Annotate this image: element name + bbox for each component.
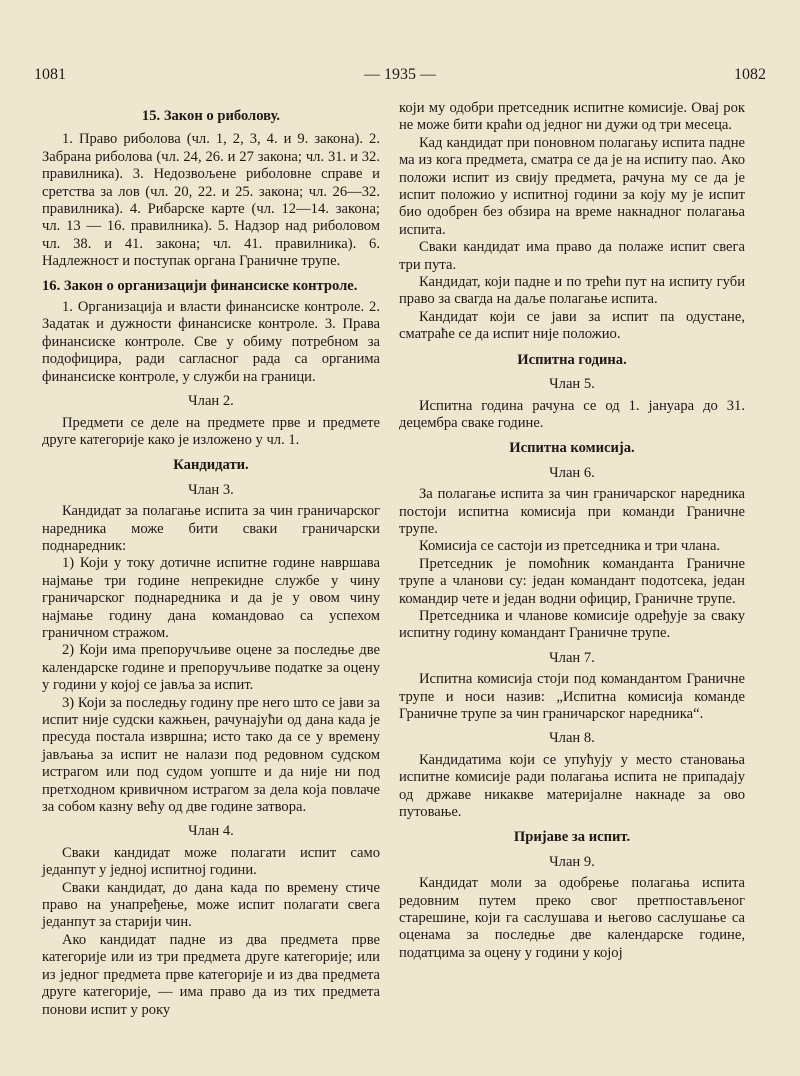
article-4-heading: Члан 4.: [188, 823, 234, 840]
article-8-text: Кандидатима који се упућују у место становања испитне комисије ради полагања испита не припадају од државе никакве материјалне накнаде за ово путовање.: [399, 751, 745, 821]
paragraph-16: 1. Организација и власти финансиске контроле. 2. Задатак и дужности финансиске контроле. 3. Права финансиске контроле. Све у обиму потребном за подофицира, ради сагласног рада са органима финансиске контроле, у служби на граници.: [42, 299, 380, 385]
article-3-heading: Члан 3.: [188, 481, 234, 498]
article-4-text-2: Сваки кандидат, до дана када по времену стиче право на унапређење, може испит полагати свега једанпут за старији чин.: [42, 879, 380, 931]
right-column: [399, 100, 745, 962]
article-3-item-1: 1) Који у току дотичне испитне године навршава најмање три године непрекидне службе у чину граничарског поднаредника и да је у овом чину најмање годину дана командовао са успехом граничном стражом.: [42, 555, 380, 641]
article-9-heading: Члан 9.: [549, 853, 595, 870]
paragraph-three-times: Сваки кандидат има право да полаже испит свега три пута.: [399, 239, 745, 273]
article-2-text: Предмети се деле на предмете прве и предмете друге категорије како је изложено у чл. 1.: [42, 414, 380, 448]
paragraph-retake: Кад кандидат при поновном полагању испита падне ма из кога предмета, сматра се да је на испиту пао. Ако положи испит из свију предмета, рачуна му се да је испит положио у испитној години за коју му је испит био одобрен без обзира на време накнадног полагања испита.: [399, 134, 745, 238]
page-number-left: 1081: [34, 66, 66, 83]
paragraph-withdraw: Кандидат који се јави за испит па одустане, сматраће се да испит није положио.: [399, 308, 745, 343]
article-6-heading: Члан 6.: [549, 464, 595, 481]
article-5-heading: Члан 5.: [549, 376, 595, 393]
article-7-text: Испитна комисија стоји под командантом Граничне трупе и носи назив: „Испитна комисија команде Граничне трупе за чин граничарског наредника“.: [399, 671, 745, 722]
left-column: [42, 100, 380, 1019]
article-4-text-3: Ако кандидат падне из два предмета прве категорије или из три предмета друге категорије; или из једног предмета прве категорије и из два предмета друге категорије, — има право да из тих предмета понови испит у року: [42, 931, 380, 1018]
article-6-text-1: За полагање испита за чин граничарског наредника постоји испитна комисија при команди Граничне трупе.: [399, 486, 745, 537]
article-3-item-3: 3) Који за последњу годину пре него што се јави за испит није судски кажњен, рачунајући од дана када је пресуда постала извршна; исто тако да се у времену јављања за испит не налази под редовном судском истрагом или под судом уопште и да није ни под претходном кривичном истрагом за дела која повлаче за собом казну већу од две године затвора.: [42, 694, 380, 816]
article-8-heading: Члан 8.: [549, 730, 595, 747]
candidates-heading: Кандидати.: [173, 457, 249, 474]
article-2-heading: Члан 2.: [188, 393, 234, 410]
article-3-text: Кандидат за полагање испита за чин граничарског наредника може бити сваки граничарски поднаредник:: [42, 503, 380, 554]
article-6-text-3: Претседник је помоћник команданта Граничне трупе а чланови су: један командант подотсека, један командир чете и један водни официр, Граничне трупе.: [399, 555, 745, 607]
page-header: [34, 66, 766, 90]
page-year: — 1935 —: [364, 66, 436, 83]
article-3-item-2: 2) Који има препоручљиве оцене за последње две календарске године и препоручљиве податке за оцену у години у којој се јавља за испит.: [42, 642, 380, 694]
paragraph-third-fail: Кандидат, који падне и по трећи пут на испиту губи право за свагда на даље полагање испита.: [399, 274, 745, 308]
applications-heading: Пријаве за испит.: [513, 829, 631, 846]
article-7-heading: Члан 7.: [549, 649, 595, 666]
article-5-text: Испитна година рачуна се од 1. јануара до 31. децембра сваке године.: [399, 397, 745, 431]
article-6-text-4: Претседника и чланове комисије одређује за сваку испитну годину командант Граничне трупе.: [399, 607, 745, 642]
exam-commission-heading: Испитна комисија.: [509, 440, 635, 457]
page-number-right: 1082: [734, 66, 766, 83]
section-heading-15: 15. Закон о риболову.: [141, 108, 281, 124]
article-4-text-1: Сваки кандидат може полагати испит само једанпут у једној испитној години.: [42, 844, 380, 879]
continued-paragraph: који му одобри претседник испитне комисије. Овај рок не може бити краћи од једног ни дужи од три месеца.: [399, 100, 745, 134]
section-heading-16: 16. Закон о организацији финансиске контроле.: [42, 277, 358, 294]
article-9-text: Кандидат моли за одобрење полагања испита редовним путем преко свог претпостављеног старешине, који га саслушава и његово саслушање са оценама за последње две календарске године, податцима за оцену у години у којој: [399, 875, 745, 961]
article-6-text-2: Комисија се састоји из претседника и три члана.: [419, 538, 721, 555]
paragraph-15: 1. Право риболова (чл. 1, 2, 3, 4. и 9. закона). 2. Забрана риболова (чл. 24, 26. и 27 закона; чл. 31. и 32. правилника). 3. Недозвољене риболовне справе и сретства за лов (чл. 20, 22. и 25. закона; чл. 26—32. правилника). 4. Рибарске карте (чл. 12—14. закона; чл. 13 — 16. правилника). 5. Надзор над риболовом чл. 38. и 41. закона; чл. 41. правилника). 6. Надлежност и поступак органа Граничне трупе.: [42, 131, 380, 270]
exam-year-heading: Испитна година.: [517, 351, 627, 368]
